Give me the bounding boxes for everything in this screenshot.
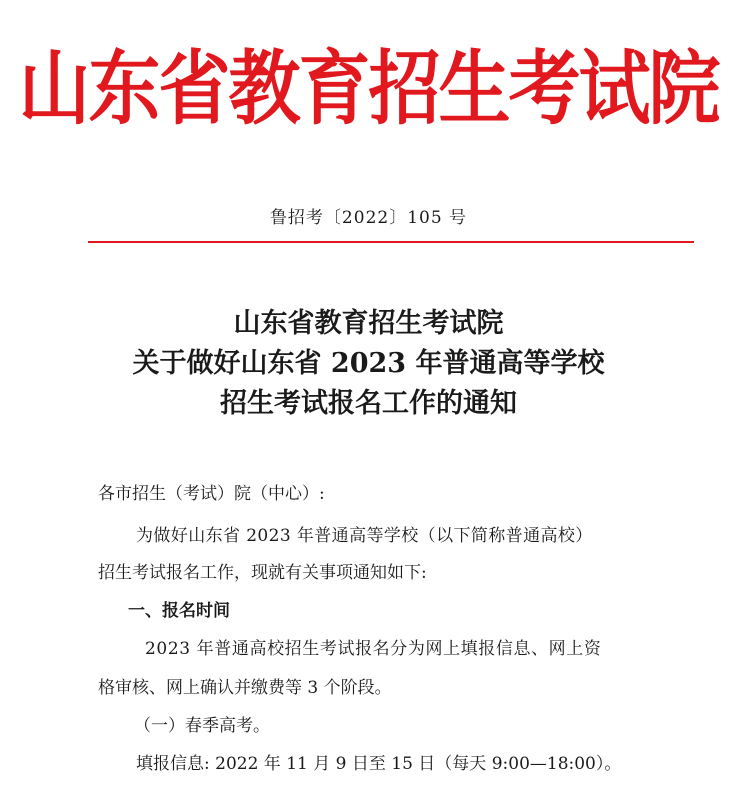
letterhead-title: 山东省教育招生考试院 bbox=[18, 41, 719, 136]
paragraph-2-line-1: 2023 年普通高校招生考试报名分为网上填报信息、网上资 bbox=[145, 639, 602, 659]
subsection-heading-spring-exam: （一）春季高考。 bbox=[134, 716, 270, 736]
document-number: 鲁招考〔2022〕105 号 bbox=[269, 208, 468, 228]
section-heading-registration-time: 一、报名时间 bbox=[128, 601, 230, 621]
notice-title-line-3: 招生考试报名工作的通知 bbox=[220, 388, 517, 419]
paragraph-1-line-1: 为做好山东省 2023 年普通高等学校（以下简称普通高校） bbox=[136, 526, 593, 546]
red-divider-line bbox=[88, 241, 694, 243]
paragraph-1-line-2: 招生考试报名工作，现就有关事项通知如下: bbox=[98, 563, 427, 583]
paragraph-3-line-1: 填报信息: 2022 年 11 月 9 日至 15 日（每天 9:00—18:00）。 bbox=[136, 754, 622, 774]
paragraph-2-line-2: 格审核、网上确认并缴费等 3 个阶段。 bbox=[98, 678, 392, 698]
addressee: 各市招生（考试）院（中心）: bbox=[98, 484, 325, 504]
notice-title bbox=[0, 304, 737, 424]
notice-title-line-1: 山东省教育招生考试院 bbox=[233, 308, 504, 339]
notice-title-line-2: 关于做好山东省 2023 年普通高等学校 bbox=[132, 348, 605, 379]
